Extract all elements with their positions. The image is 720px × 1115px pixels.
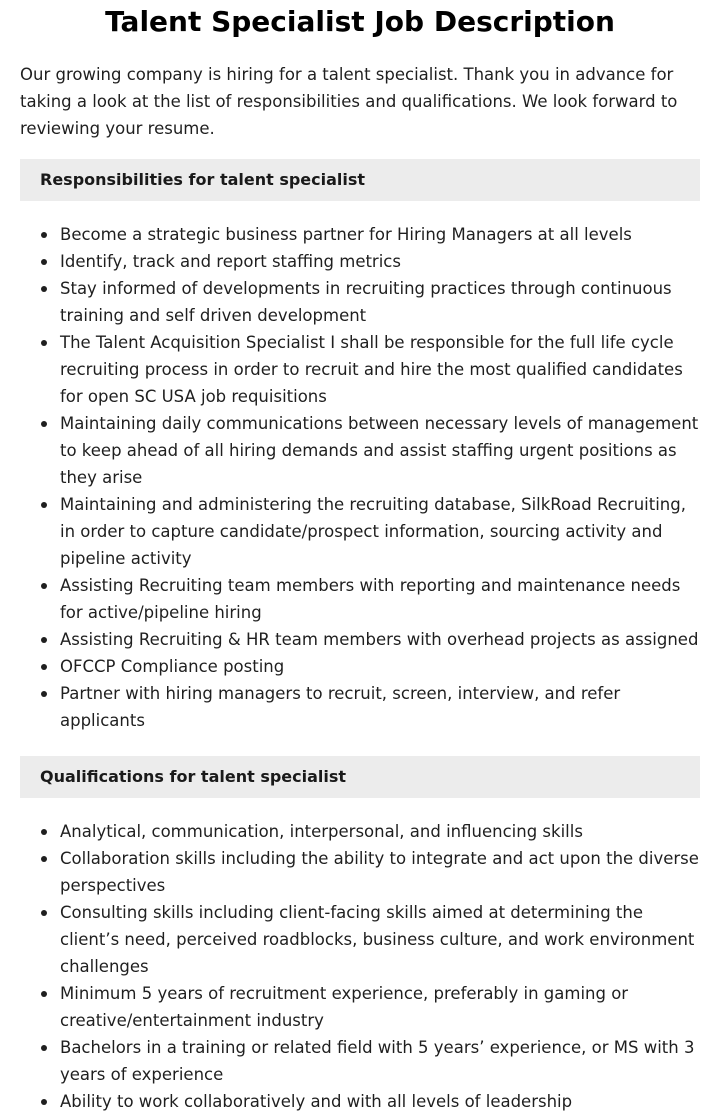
list-item-text: Maintaining and administering the recruiting database, SilkRoad Recruiting, in order to capture candidate/prospect information, sourcing activity and pipeline activity [60,495,686,568]
list-item [20,845,700,899]
bullet-icon [41,637,47,643]
list-item [20,818,700,845]
list-item-text: Bachelors in a training or related field with 5 years’ experience, or MS with 3 years of experience [60,1038,695,1084]
list-item-text: Collaboration skills including the ability to integrate and act upon the diverse perspectives [60,849,699,895]
bullet-icon [41,664,47,670]
bullet-icon [41,259,47,265]
list-item-text: Analytical, communication, interpersonal, and influencing skills [60,822,583,841]
bullet-icon [41,1099,47,1105]
list-item [20,221,700,248]
page-title: Talent Specialist Job Description [105,5,615,38]
list-item [20,680,700,734]
bullet-icon [41,910,47,916]
bullet-icon [41,829,47,835]
list-item [20,899,700,980]
list-item [20,275,700,329]
responsibilities-heading: Responsibilities for talent specialist [20,159,700,201]
list-item-text: Stay informed of developments in recruiting practices through continuous training and self driven development [60,279,672,325]
bullet-icon [41,1045,47,1051]
list-item [20,410,700,491]
list-item [20,248,700,275]
list-item [20,626,700,653]
list-item [20,572,700,626]
list-item-text: The Talent Acquisition Specialist I shall be responsible for the full life cycle recruiting process in order to recruit and hire the most qualified candidates for open SC USA job requisitions [60,333,683,406]
qualifications-list [20,818,700,1115]
list-item [20,491,700,572]
bullet-icon [41,583,47,589]
bullet-icon [41,340,47,346]
bullet-icon [41,502,47,508]
list-item [20,1034,700,1088]
bullet-icon [41,991,47,997]
bullet-icon [41,691,47,697]
list-item-text: Minimum 5 years of recruitment experience, preferably in gaming or creative/entertainment industry [60,984,629,1030]
responsibilities-list [20,221,700,734]
list-item-text: Maintaining daily communications between necessary levels of management to keep ahead of all hiring demands and assist staffing urgent positions as they arise [60,414,699,487]
list-item-text: OFCCP Compliance posting [60,657,285,676]
bullet-icon [41,421,47,427]
list-item [20,653,700,680]
list-item-text: Identify, track and report staffing metrics [60,252,401,271]
section-spacer [20,734,700,739]
list-item [20,980,700,1034]
list-item-text: Assisting Recruiting & HR team members with overhead projects as assigned [60,630,699,649]
list-item-text: Partner with hiring managers to recruit, screen, interview, and refer applicants [60,684,621,730]
bullet-icon [41,856,47,862]
list-item-text: Ability to work collaboratively and with all levels of leadership [60,1092,573,1111]
bullet-icon [41,286,47,292]
list-item-text: Assisting Recruiting team members with reporting and maintenance needs for active/pipeline hiring [60,576,681,622]
list-item-text: Consulting skills including client-facing skills aimed at determining the client’s need, perceived roadblocks, business culture, and work environment challenges [60,903,695,976]
list-item [20,329,700,410]
intro-paragraph: Our growing company is hiring for a talent specialist. Thank you in advance for taking a look at the list of responsibilities and qualifications. We look forward to reviewing your resume. [20,65,678,138]
qualifications-heading: Qualifications for talent specialist [20,756,700,798]
bullet-icon [41,232,47,238]
list-item-text: Become a strategic business partner for Hiring Managers at all levels [60,225,632,244]
